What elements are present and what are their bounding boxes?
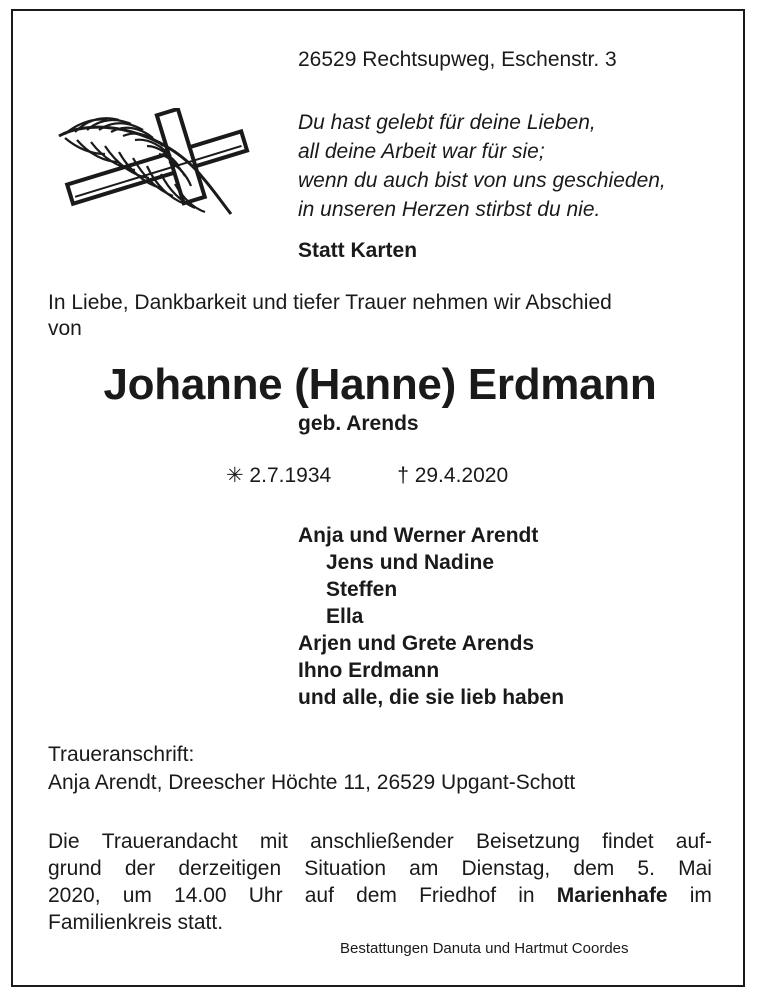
life-dates — [226, 463, 508, 488]
mourner-entry: Arjen und Grete Arends — [298, 632, 535, 655]
word: derzeitigen — [178, 857, 282, 880]
word: grund — [48, 857, 102, 880]
intro-line: von — [48, 317, 82, 340]
trauer-anschrift-value: Anja Arendt, Dreescher Höchte 11, 26529 Upgant-Schott — [48, 771, 576, 794]
cross-palm-icon — [55, 108, 255, 220]
word: im — [689, 884, 712, 907]
word: Die — [48, 830, 80, 853]
mourner-entry: Jens und Nadine — [326, 551, 495, 574]
word: 5. — [637, 857, 655, 880]
word: 2020, — [48, 884, 101, 907]
mourner-entry: Ella — [326, 605, 364, 628]
sender-address: 26529 Rechtsupweg, Eschenstr. 3 — [298, 48, 617, 71]
mourner-entry: und alle, die sie lieb haben — [298, 686, 565, 709]
poem-line: wenn du auch bist von uns geschieden, — [298, 169, 666, 192]
poem-line: Du hast gelebt für deine Lieben, — [298, 111, 596, 134]
intro-text — [48, 290, 612, 342]
word: 14.00 — [174, 884, 227, 907]
cemetery-place: Marienhafe — [556, 884, 668, 907]
death-date: † 29.4.2020 — [397, 464, 509, 487]
word: anschließender — [310, 830, 454, 853]
word: Trauerandacht — [101, 830, 238, 853]
word: auf- — [675, 830, 712, 853]
undertaker-credit: Bestattungen Danuta und Hartmut Coordes — [340, 940, 629, 957]
poem-line: in unseren Herzen stirbst du nie. — [298, 198, 601, 221]
service-line-3 — [48, 882, 712, 909]
word: Beisetzung — [475, 830, 580, 853]
word: Situation — [304, 857, 387, 880]
maiden-name: geb. Arends — [298, 412, 419, 435]
word: auf — [304, 884, 334, 907]
birth-date: ✳ 2.7.1934 — [226, 464, 332, 487]
intro-line: In Liebe, Dankbarkeit und tiefer Trauer nehmen wir Abschied — [48, 291, 612, 314]
word: um — [122, 884, 152, 907]
word: Dienstag, — [461, 857, 551, 880]
word: in — [518, 884, 535, 907]
word: mit — [259, 830, 288, 853]
word: findet — [602, 830, 654, 853]
deceased-name: Johanne (Hanne) Erdmann — [103, 360, 657, 409]
service-line-2 — [48, 855, 712, 882]
service-line-1 — [48, 828, 712, 855]
mourner-entry: Steffen — [326, 578, 398, 601]
trauer-anschrift-label: Traueranschrift: — [48, 743, 195, 766]
mourner-entry: Anja und Werner Arendt — [298, 524, 539, 547]
poem-line: all deine Arbeit war für sie; — [298, 140, 545, 163]
service-info — [48, 828, 712, 936]
service-line-4: Familienkreis statt. — [48, 911, 224, 934]
mourner-entry: Ihno Erdmann — [298, 659, 440, 682]
word: Uhr — [248, 884, 283, 907]
memorial-poem — [298, 108, 666, 224]
mourners-list — [298, 522, 564, 711]
word: der — [124, 857, 156, 880]
word: Friedhof — [419, 884, 497, 907]
word: Mai — [678, 857, 712, 880]
statt-karten-heading: Statt Karten — [298, 239, 418, 262]
word: dem — [356, 884, 397, 907]
word: dem — [573, 857, 615, 880]
word: am — [409, 857, 439, 880]
trauer-anschrift — [48, 741, 575, 797]
